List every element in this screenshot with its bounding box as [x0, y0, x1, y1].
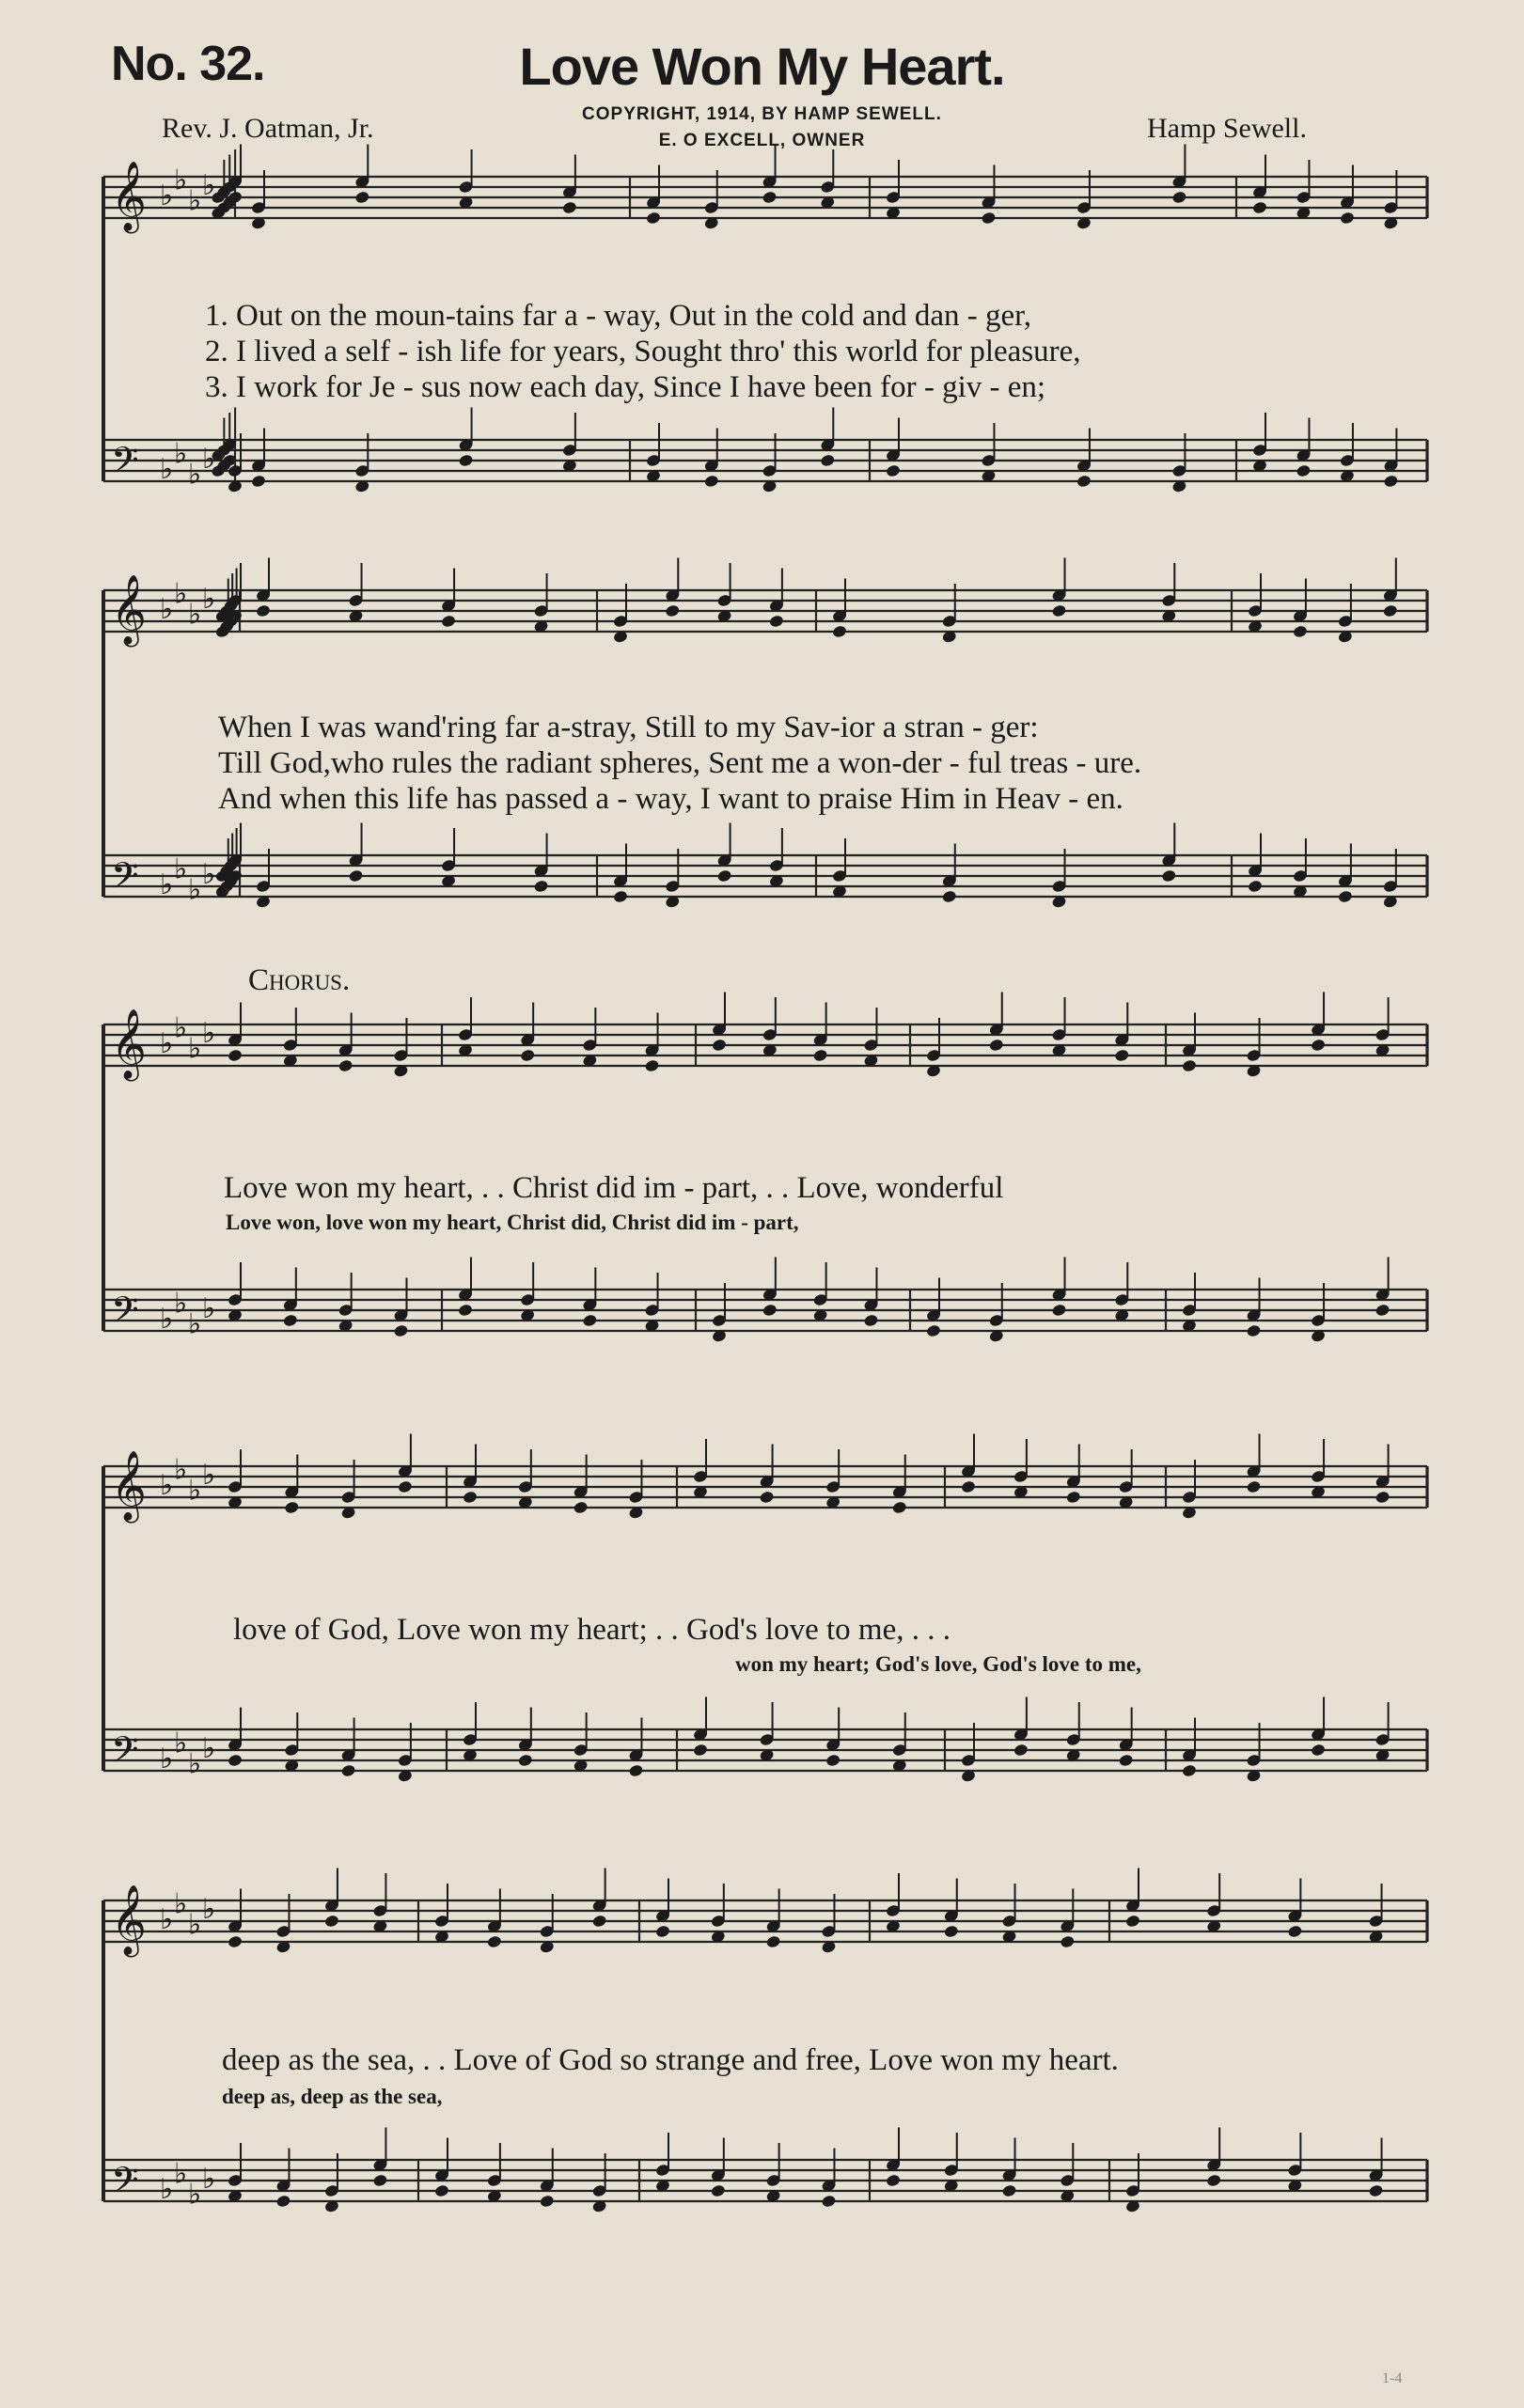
flat-icon: ♭	[188, 598, 202, 632]
clef-symbols	[111, 162, 215, 2212]
flat-icon: ♭	[174, 2157, 188, 2191]
copyright-line-2: E. O EXCELL, OWNER	[658, 131, 866, 150]
note-head	[1013, 1743, 1029, 1757]
note-head	[1001, 2183, 1017, 2197]
note-head	[821, 2194, 837, 2208]
flat-icon: ♭	[202, 1893, 216, 1926]
flat-icon: ♭	[174, 437, 188, 471]
note-head	[762, 190, 778, 204]
note-head	[348, 868, 364, 883]
flat-icon: ♭	[188, 1908, 202, 1942]
chorus-lyric-line-1: Love won my heart, . . Christ did im - part, . . Love, wonderful	[224, 1171, 1004, 1205]
note-head	[1246, 1479, 1262, 1493]
note-head	[284, 1500, 300, 1514]
note-head	[1060, 1934, 1076, 1948]
note-head	[397, 1479, 413, 1493]
note-head	[628, 1763, 644, 1777]
flat-icon: ♭	[188, 1307, 202, 1341]
verse-1-lyric-line-2: When I was wand'ring far a-stray, Still to my Sav-ior a stran - ger:	[218, 711, 1039, 744]
note-head	[1311, 1038, 1327, 1052]
note-head	[941, 889, 957, 903]
note-head	[1118, 1753, 1134, 1767]
note-head	[765, 1934, 781, 1948]
note-head	[712, 1038, 728, 1052]
verse-2-lyric-line-2: Till God,who rules the radiant spheres, Sent me a won-der - ful treas - ure.	[218, 746, 1142, 780]
note-head	[228, 1048, 244, 1062]
note-head	[1339, 211, 1355, 225]
note-head	[539, 2194, 555, 2208]
treble-clef-icon: 𝄞	[111, 1009, 147, 1079]
note-head	[228, 1934, 244, 1948]
treble-clef-icon: 𝄞	[111, 162, 147, 231]
chorus-echo-line-1: Love won, love won my heart, Christ did, Christ did im - part,	[226, 1211, 799, 1234]
note-head	[441, 614, 457, 628]
author-credit: Rev. J. Oatman, Jr.	[162, 113, 374, 144]
chorus-echo-line-2: won my heart; God's love, God's love to me,	[735, 1652, 1141, 1676]
verse-3-lyric-line-1: 3. I work for Je - sus now each day, Since I have been for - giv - en;	[205, 370, 1046, 404]
flat-icon: ♭	[160, 453, 174, 486]
flat-icon: ♭	[174, 1727, 188, 1760]
flat-icon: ♭	[188, 2178, 202, 2212]
note-head	[825, 1753, 841, 1767]
flat-icon: ♭	[160, 2173, 174, 2206]
note-head	[338, 1058, 354, 1072]
note-head	[573, 1500, 589, 1514]
composer-credit: Hamp Sewell.	[1147, 113, 1307, 144]
note-head	[863, 1313, 879, 1327]
bass-clef-icon: 𝄢	[111, 439, 139, 490]
flat-icon: ♭	[160, 868, 174, 901]
note-head	[463, 1490, 479, 1504]
flat-icon: ♭	[202, 1017, 216, 1050]
note-head	[1248, 879, 1264, 893]
note-head	[762, 1303, 778, 1317]
flat-icon: ♭	[160, 1303, 174, 1336]
flat-icon: ♭	[174, 1287, 188, 1321]
note-head	[759, 1490, 775, 1504]
flat-icon: ♭	[174, 1453, 188, 1487]
note-head	[1076, 474, 1092, 488]
note-head	[282, 1313, 298, 1327]
note-head	[561, 200, 577, 214]
hymn-number: No. 32.	[111, 37, 265, 91]
note-head	[1051, 1303, 1067, 1317]
note-head	[1311, 1743, 1327, 1757]
note-head	[323, 1914, 339, 1928]
chorus-lyric-line-2: love of God, Love won my heart; . . God's love to me, . . .	[233, 1613, 951, 1647]
note-head	[988, 1038, 1004, 1052]
bass-clef-icon: 𝄢	[111, 2159, 139, 2210]
note-head	[886, 463, 902, 477]
flat-icon: ♭	[188, 873, 202, 907]
treble-clef-icon: 𝄞	[111, 1451, 147, 1521]
note-head	[1246, 1323, 1262, 1337]
note-head	[1114, 1048, 1130, 1062]
copyright-line-1: COPYRIGHT, 1914, BY HAMP SEWELL.	[582, 104, 942, 124]
flat-icon: ♭	[160, 1469, 174, 1502]
flat-icon: ♭	[160, 593, 174, 626]
note-head	[340, 1763, 356, 1777]
flat-icon: ♭	[202, 1732, 216, 1765]
note-head	[961, 1479, 977, 1493]
bass-clef-icon: 𝄢	[111, 1289, 139, 1339]
flat-icon: ♭	[160, 1743, 174, 1775]
note-head	[665, 603, 681, 618]
note-head	[1375, 1303, 1390, 1317]
note-head	[820, 453, 836, 467]
chorus-lyric-line-3: deep as the sea, . . Love of God so strange and free, Love won my heart.	[222, 2043, 1119, 2077]
flat-icon: ♭	[202, 1292, 216, 1325]
flat-icon: ♭	[174, 164, 188, 197]
note-head	[832, 624, 848, 638]
note-head	[1383, 474, 1399, 488]
note-head	[275, 2194, 291, 2208]
note-head	[354, 190, 370, 204]
flat-icon: ♭	[188, 458, 202, 492]
verse-1-lyric-line-1: 1. Out on the moun-tains far a - way, Out in the cold and dan - ger,	[205, 299, 1032, 333]
flat-icon: ♭	[202, 1459, 216, 1492]
note-head	[926, 1323, 942, 1337]
note-head	[1292, 624, 1308, 638]
note-head	[1368, 2183, 1384, 2197]
note-head	[393, 1323, 409, 1337]
note-head	[1375, 1490, 1390, 1504]
note-head	[458, 1303, 474, 1317]
note-head	[710, 2183, 726, 2197]
flat-icon: ♭	[202, 2163, 216, 2196]
note-head	[520, 1048, 536, 1062]
note-head	[486, 1934, 502, 1948]
flat-icon: ♭	[160, 1903, 174, 1936]
note-head	[372, 2173, 388, 2187]
treble-clef-icon: 𝄞	[111, 1885, 147, 1955]
flat-icon: ♭	[202, 169, 216, 202]
note-head	[1182, 1058, 1198, 1072]
note-head	[891, 1500, 907, 1514]
chorus-label: Chorus.	[248, 963, 351, 997]
note-head	[458, 453, 474, 467]
note-head	[533, 879, 549, 893]
verse-2-lyric-line-1: 2. I lived a self - ish life for years, Sought thro' this world for pleasure,	[205, 335, 1081, 368]
flat-icon: ♭	[174, 577, 188, 611]
note-head	[1287, 1924, 1303, 1938]
treble-clef-icon: 𝄞	[111, 575, 147, 645]
flat-icon: ♭	[160, 180, 174, 212]
flat-icon: ♭	[174, 852, 188, 886]
note-head	[1206, 2173, 1222, 2187]
bass-clef-icon: 𝄢	[111, 1728, 139, 1779]
flat-icon: ♭	[202, 443, 216, 476]
note-head	[655, 1924, 671, 1938]
note-head	[1337, 889, 1353, 903]
note-head	[981, 211, 997, 225]
note-head	[1252, 200, 1268, 214]
flat-icon: ♭	[202, 858, 216, 891]
note-head	[1296, 463, 1312, 477]
note-head	[517, 1753, 533, 1767]
verse-3-lyric-line-2: And when this life has passed a - way, I want to praise Him in Heav - en.	[218, 782, 1123, 816]
note-head	[768, 614, 784, 628]
flat-icon: ♭	[202, 583, 216, 616]
note-head	[591, 1914, 607, 1928]
flat-icon: ♭	[188, 1474, 202, 1508]
flat-icon: ♭	[160, 1027, 174, 1060]
note-head	[703, 474, 719, 488]
note-head	[693, 1743, 709, 1757]
note-head	[812, 1048, 828, 1062]
note-head	[1161, 868, 1177, 883]
note-head	[644, 1058, 660, 1072]
note-head	[1065, 1490, 1081, 1504]
flat-icon: ♭	[188, 184, 202, 218]
note-head	[1382, 603, 1398, 618]
hymn-title: Love Won My Heart.	[519, 37, 1005, 96]
note-head	[256, 603, 272, 618]
note-head	[1171, 190, 1187, 204]
note-head	[716, 868, 732, 883]
note-head	[943, 1924, 959, 1938]
chorus-echo-line-3: deep as, deep as the sea,	[222, 2085, 443, 2108]
note-head	[886, 2173, 902, 2187]
bass-clef-icon: 𝄢	[111, 854, 139, 905]
flat-icon: ♭	[174, 1887, 188, 1921]
flat-icon: ♭	[188, 1747, 202, 1781]
note-head	[1051, 603, 1067, 618]
page-corner-mark: 1-4	[1382, 2370, 1403, 2386]
flat-icon: ♭	[188, 1032, 202, 1066]
note-head	[613, 889, 629, 903]
note-head	[434, 2183, 450, 2197]
flat-icon: ♭	[174, 1011, 188, 1045]
note-head	[251, 474, 267, 488]
note-head	[582, 1313, 598, 1327]
note-head	[1182, 1763, 1198, 1777]
note-head	[228, 1753, 244, 1767]
note-head	[1125, 1914, 1141, 1928]
note-head	[646, 211, 662, 225]
